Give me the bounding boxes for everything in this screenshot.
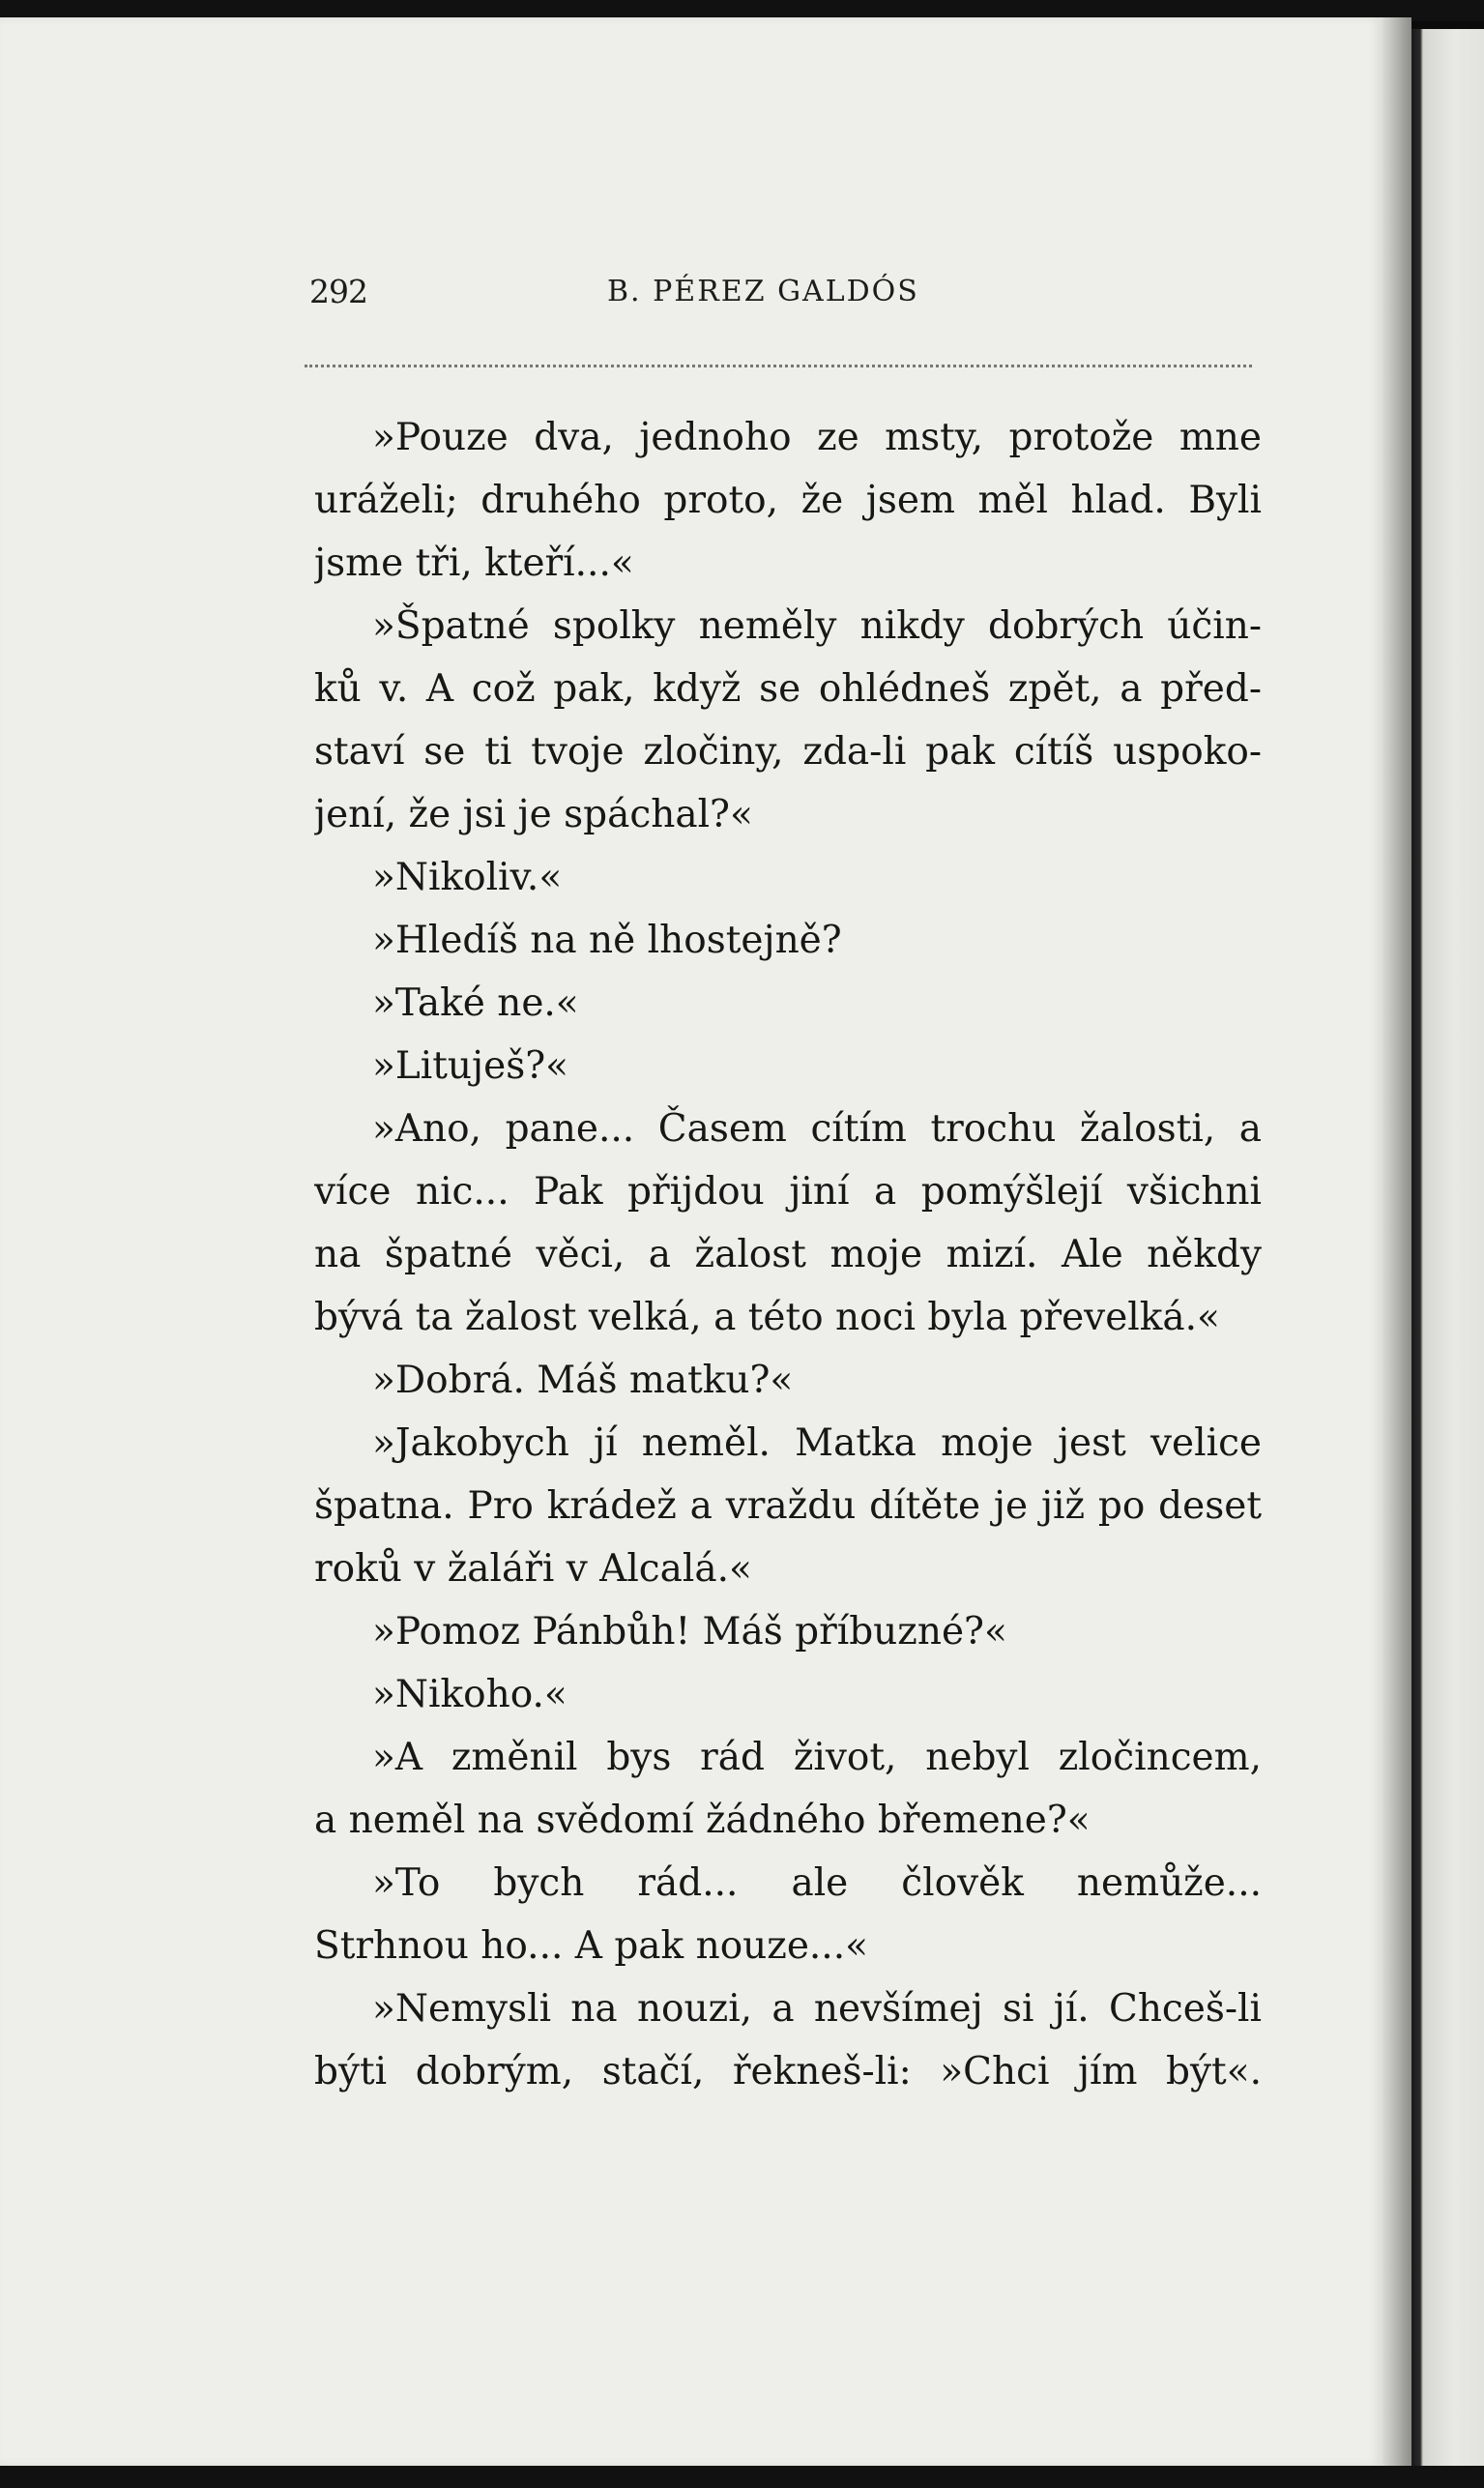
text-line: »Hledíš na ně lhostejně? — [372, 919, 842, 962]
header-rule — [305, 365, 1252, 367]
text-line: více nic... Pak přijdou jiní a pomýšlejí všichni — [314, 1170, 1262, 1214]
text-line: jení, že jsi je spáchal?« — [314, 793, 753, 836]
text-line: Strhnou ho... A pak nouze...« — [314, 1924, 868, 1968]
scan-bottom-border — [0, 2466, 1484, 2488]
text-line: »Špatné spolky neměly nikdy dobrých účin- — [372, 604, 1262, 648]
body-text — [314, 406, 1262, 2103]
text-line: na špatné věci, a žalost moje mizí. Ale někdy — [314, 1233, 1262, 1276]
running-head: B. PÉREZ GALDÓS — [607, 275, 919, 308]
text-line: špatna. Pro krádež a vraždu dítěte je již po deset — [314, 1484, 1262, 1528]
text-line: staví se ti tvoje zločiny, zda-li pak cítíš uspoko- — [314, 730, 1262, 774]
text-line: »Ano, pane... Časem cítím trochu žalosti, a — [372, 1107, 1262, 1151]
text-line: uráželi; druhého proto, že jsem měl hlad. Byli — [314, 479, 1262, 522]
text-line: »Nikoho.« — [372, 1673, 567, 1716]
adjacent-page-strip — [1411, 29, 1484, 2466]
text-line: »Také ne.« — [372, 981, 579, 1025]
page-edge-shadow — [1382, 17, 1411, 2466]
text-line: »Lituješ?« — [372, 1044, 568, 1088]
text-line: »Pouze dva, jednoho ze msty, protože mne — [372, 416, 1262, 459]
text-line: »Nemysli na nouzi, a nevšímej si jí. Chceš-li — [372, 1987, 1262, 2031]
text-line: bývá ta žalost velká, a této noci byla převelká.« — [314, 1296, 1220, 1339]
text-line: »Nikoliv.« — [372, 856, 563, 899]
text-line: »Pomoz Pánbůh! Máš příbuzné?« — [372, 1610, 1007, 1654]
text-line: býti dobrým, stačí, řekneš-li: »Chci jím být«. — [314, 2050, 1262, 2093]
text-line: »Dobrá. Máš matku?« — [372, 1359, 794, 1402]
text-line: »Jakobych jí neměl. Matka moje jest velice — [372, 1421, 1262, 1465]
text-line: jsme tři, kteří...« — [314, 542, 634, 585]
text-line: ků v. A což pak, když se ohlédneš zpět, a před- — [314, 667, 1262, 711]
page-number: 292 — [309, 273, 367, 310]
text-line: »A změnil bys rád život, nebyl zločincem, — [372, 1736, 1262, 1779]
text-line: a neměl na svědomí žádného břemene?« — [314, 1799, 1091, 1842]
page-header — [309, 273, 1257, 321]
text-line: roků v žaláři v Alcalá.« — [314, 1547, 752, 1591]
text-line: »To bych rád... ale člověk nemůže... — [372, 1861, 1262, 1905]
